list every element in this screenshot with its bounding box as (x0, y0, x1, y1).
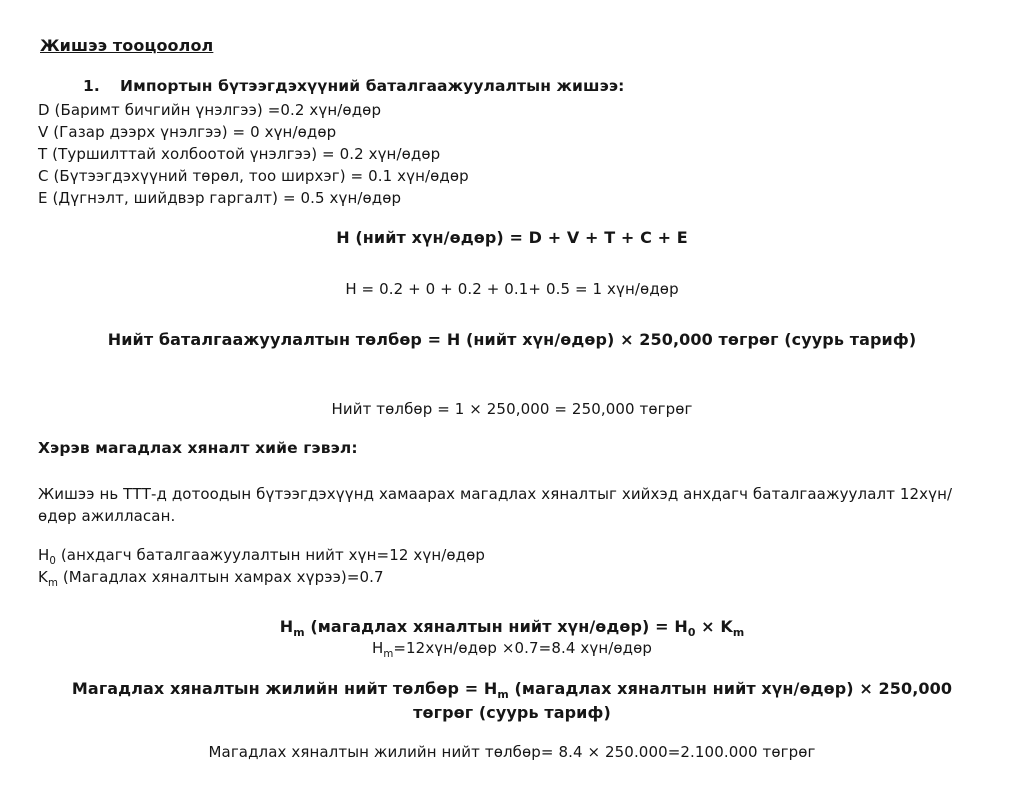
param-line-c: C (Бүтээгдэхүүний төрөл, тоо ширхэг) = 0.1 хүн/өдөр (38, 167, 469, 185)
param-line-h0: $H_0$ (анхдагч баталгаажуулалтын нийт хүн=12 хүн/өдөр (38, 546, 486, 567)
section1-param-list (38, 99, 986, 209)
certification-fee-formula: Нийт баталгаажуулалтын төлбөр = H (нийт хүн/өдөр) × 250,000 төгрөг (суурь тариф) (107, 330, 917, 349)
param-line-d: D (Баримт бичгийн үнэлгээ) =0.2 хүн/өдөр (38, 101, 382, 119)
section2-heading: Хэрэв магадлах хяналт хийе гэвэл: (38, 439, 358, 457)
section2-param-list (38, 544, 986, 588)
param-line-km: $K_m$ (Магадлах хяналтын хамрах хүрээ)=0.7 (38, 568, 384, 589)
certification-fee-calculation: Нийт төлбөр = 1 × 250,000 = 250,000 төгрөг (331, 400, 693, 418)
param-line-t: T (Туршилттай холбоотой үнэлгээ) = 0.2 хүн/өдөр (38, 145, 441, 163)
surveillance-fee-calculation: Магадлах хяналтын жилийн нийт төлбөр= 8.4 × 250.000=2.100.000 төгрөг (208, 743, 816, 761)
param-line-e: E (Дүгнэлт, шийдвэр гаргалт) = 0.5 хүн/өдөр (38, 189, 402, 207)
total-calculation: H = 0.2 + 0 + 0.2 + 0.1+ 0.5 = 1 хүн/өдөр (345, 280, 679, 298)
surveillance-fee-formula: Магадлах хяналтын жилийн нийт төлбөр = $H_m$ (магадлах хяналтын нийт хүн/өдөр) × 250,000 төгрөг (суурь тариф) (71, 679, 953, 722)
list-number: 1. (83, 77, 100, 95)
page-title: Жишээ тооцоолол (40, 36, 214, 55)
section2-paragraph: Жишээ нь ТТТ-д дотоодын бүтээгдэхүүнд хамаарах магадлах хяналтыг хийхэд анхдагч баталгаажуулалт 12хүн/өдөр ажилласан. (38, 485, 953, 525)
param-line-v: V (Газар дээрх үнэлгээ) = 0 хүн/өдөр (38, 123, 337, 141)
section1-heading-row (38, 77, 986, 95)
total-formula: H (нийт хүн/өдөр) = D + V + T + C + E (336, 228, 688, 247)
section1-heading: Импортын бүтээгдэхүүний баталгаажуулалтын жишээ: (120, 77, 625, 95)
surveillance-formula: $H_m$ (магадлах хяналтын нийт хүн/өдөр) = $H_0 \times K_m$ (279, 617, 745, 640)
surveillance-calculation: $H_m=12хүн$/өдөр ×0.7=8.4 хүн/өдөр (371, 639, 653, 660)
